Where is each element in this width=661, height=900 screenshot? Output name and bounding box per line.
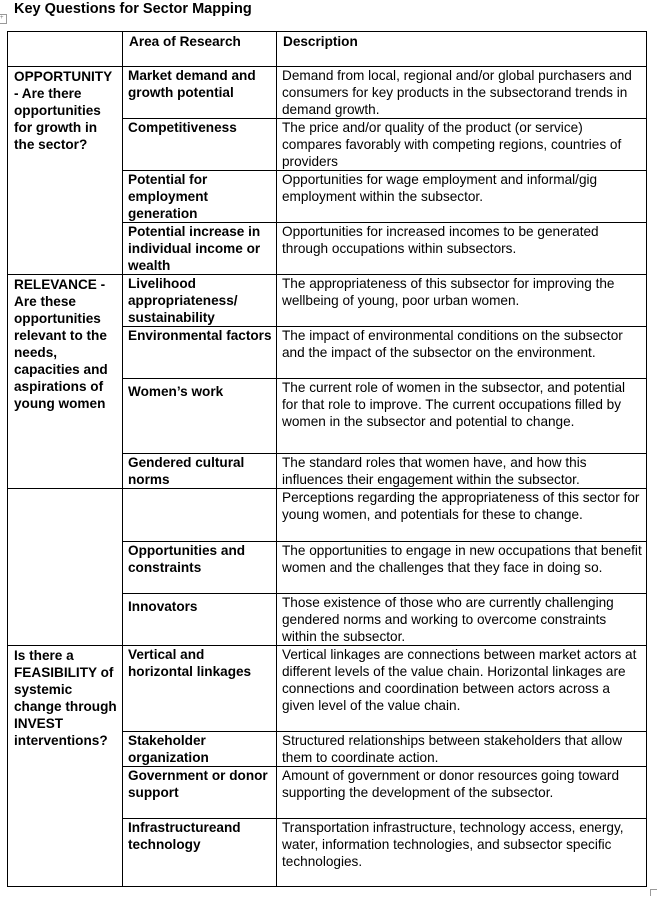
table-row xyxy=(8,489,647,542)
area-cell: Gendered cultural norms xyxy=(123,454,277,489)
category-opportunity: OPPORTUNITY - Are there opportunities for growth in the sector? xyxy=(8,67,123,275)
area-cell: Women’s work xyxy=(123,379,277,454)
description-cell: The appropriateness of this subsector for improving the wellbeing of young, poor urban women. xyxy=(277,275,647,327)
area-cell: Opportunities and constraints xyxy=(123,542,277,594)
category-blank xyxy=(8,489,123,646)
category-feasibility: Is there a FEASIBILITY of systemic change through INVEST interventions? xyxy=(8,646,123,887)
area-cell: Environmental factors xyxy=(123,327,277,379)
area-cell: Innovators xyxy=(123,594,277,646)
table-row xyxy=(8,646,647,732)
table-row xyxy=(8,67,647,119)
description-cell: Opportunities for increased incomes to be generated through occupations within subsectors. xyxy=(277,223,647,275)
table-move-handle-icon[interactable]: + xyxy=(0,14,7,24)
description-cell: Those existence of those who are currently challenging gendered norms and working to overcome constraints within the subsector. xyxy=(277,594,647,646)
description-cell: Amount of government or donor resources going toward supporting the development of the subsector. xyxy=(277,767,647,819)
header-area-of-research: Area of Research xyxy=(123,32,277,67)
sector-mapping-table xyxy=(7,31,647,887)
area-cell: Vertical and horizontal linkages xyxy=(123,646,277,732)
area-cell: Stakeholder organization xyxy=(123,732,277,767)
description-cell: The price and/or quality of the product (or service) compares favorably with competing regions, countries of providers xyxy=(277,119,647,171)
description-cell: The impact of environmental conditions on the subsector and the impact of the subsector on the environment. xyxy=(277,327,647,379)
area-cell: Infrastructureand technology xyxy=(123,819,277,887)
description-cell: The standard roles that women have, and how this influences their engagement within the subsector. xyxy=(277,454,647,489)
table-header-row xyxy=(8,32,647,67)
description-cell: Structured relationships between stakeholders that allow them to coordinate action. xyxy=(277,732,647,767)
description-text: Demand from local, regional and/or global purchasers and consumers for key products in the subsectorand trends in demand growth. xyxy=(282,68,632,117)
area-cell: Competitiveness xyxy=(123,119,277,171)
area-cell: Market demand and growth potential xyxy=(123,67,277,119)
description-cell: The current role of women in the subsector, and potential for that role to improve. The current occupations filled by women in the subsector and potential to change. xyxy=(277,379,647,454)
category-relevance: RELEVANCE - Are these opportunities relevant to the needs, capacities and aspirations of young women xyxy=(8,275,123,489)
document-title: Key Questions for Sector Mapping xyxy=(14,1,252,17)
table-resize-handle-icon[interactable] xyxy=(650,889,657,896)
description-cell: Opportunities for wage employment and informal/gig employment within the subsector. xyxy=(277,171,647,223)
description-cell: Transportation infrastructure, technology access, energy, water, information technologies, and subsector specific technologies. xyxy=(277,819,647,887)
area-cell: Potential increase in individual income or wealth xyxy=(123,223,277,275)
header-description: Description xyxy=(277,32,647,67)
area-cell: Potential for employment generation xyxy=(123,171,277,223)
description-cell: Perceptions regarding the appropriateness of this sector for young women, and potentials for these to change. xyxy=(277,489,647,542)
area-cell: Livelihood appropriateness/ sustainability xyxy=(123,275,277,327)
description-cell xyxy=(277,67,647,119)
table-row xyxy=(8,275,647,327)
description-cell: Vertical linkages are connections between market actors at different levels of the value chain. Horizontal linkages are connections and coordination between actors across a given level of the value chain. xyxy=(277,646,647,732)
header-category xyxy=(8,32,123,67)
area-cell: Government or donor support xyxy=(123,767,277,819)
description-cell: The opportunities to engage in new occupations that benefit women and the challenges that they face in doing so. xyxy=(277,542,647,594)
area-cell xyxy=(123,489,277,542)
